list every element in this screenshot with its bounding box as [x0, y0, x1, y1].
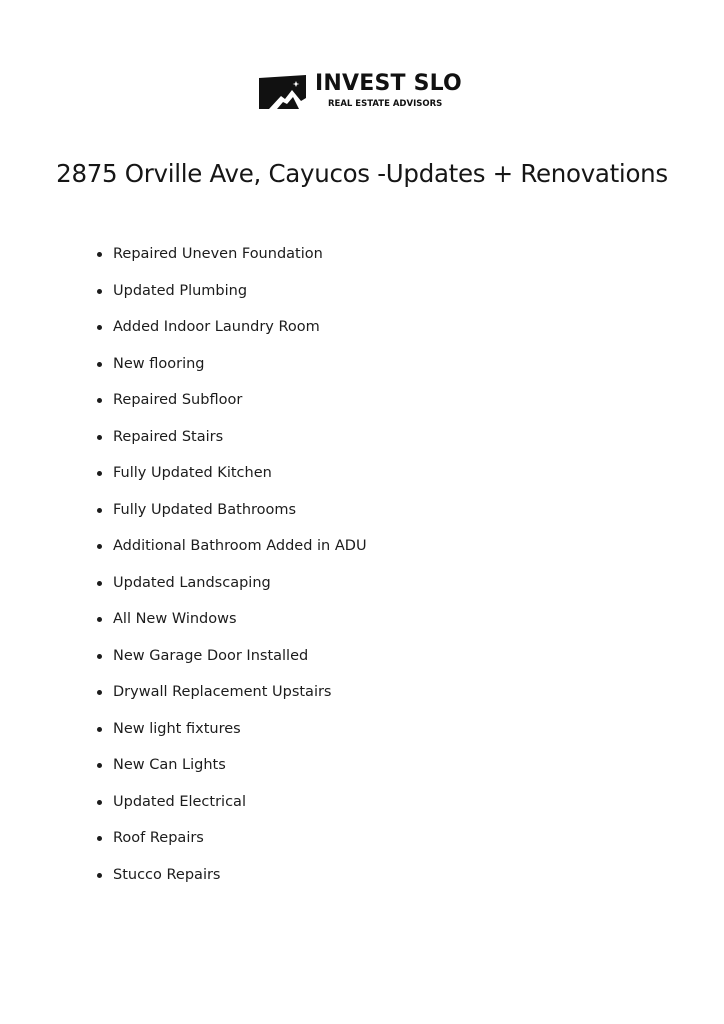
list-item-label: Fully Updated Kitchen [113, 465, 272, 481]
bullet-icon [97, 544, 102, 549]
list-item-label: Updated Landscaping [113, 574, 271, 591]
list-item-label: Fully Updated Bathrooms [113, 501, 297, 518]
list-item [0, 784, 367, 821]
brand-logo [259, 72, 469, 112]
list-item [0, 419, 367, 456]
list-item-label: New Can Lights [113, 757, 226, 773]
list-item-label: All New Windows [113, 611, 237, 627]
list-item-label: Repaired Stairs [113, 428, 224, 445]
list-item [0, 674, 367, 711]
bullet-icon [97, 654, 102, 659]
bullet-icon [97, 800, 102, 805]
bullet-icon [97, 727, 102, 732]
list-item [0, 309, 367, 346]
bullet-icon [97, 581, 102, 586]
list-item [0, 236, 367, 273]
list-item [0, 638, 367, 675]
list-item-label: Roof Repairs [113, 830, 204, 846]
list-item [0, 747, 367, 784]
list-item [0, 346, 367, 383]
list-item-label: Drywall Replacement Upstairs [113, 684, 332, 700]
list-item-label: Added Indoor Laundry Room [113, 319, 320, 335]
list-item [0, 492, 367, 529]
bullet-icon [97, 508, 102, 513]
list-item-label: New flooring [113, 355, 205, 372]
bullet-icon [97, 471, 102, 476]
bullet-icon [97, 617, 102, 622]
bullet-icon [97, 763, 102, 768]
page-title: 2875 Orville Ave, Cayucos -Updates + Renovations [56, 159, 668, 188]
bullet-icon [97, 362, 102, 367]
list-item-label: Repaired Subfloor [113, 392, 243, 408]
bullet-icon [97, 873, 102, 878]
list-item-label: Updated Plumbing [113, 282, 248, 299]
bullet-icon [97, 252, 102, 257]
list-item-label: Updated Electrical [113, 793, 246, 810]
list-item [0, 455, 367, 492]
list-item [0, 857, 367, 894]
bullet-icon [97, 836, 102, 841]
mountain-star-logo-icon [259, 75, 306, 109]
list-item [0, 565, 367, 602]
list-item-label: Stucco Repairs [113, 866, 221, 883]
logo-subtitle: REAL ESTATE ADVISORS [328, 99, 443, 109]
list-item-label: Additional Bathroom Added in ADU [113, 538, 367, 554]
list-item-label: New light fixtures [113, 720, 241, 737]
bullet-icon [97, 398, 102, 403]
list-item-label: Repaired Uneven Foundation [113, 246, 323, 262]
bullet-icon [97, 289, 102, 294]
list-item [0, 601, 367, 638]
list-item [0, 820, 367, 857]
list-item-label: New Garage Door Installed [113, 647, 309, 664]
list-item [0, 273, 367, 310]
logo-title: INVEST SLO [315, 71, 462, 96]
bullet-icon [97, 325, 102, 330]
list-item [0, 711, 367, 748]
list-item [0, 382, 367, 419]
bullet-icon [97, 435, 102, 440]
bullet-icon [97, 690, 102, 695]
renovations-list [0, 236, 367, 893]
list-item [0, 528, 367, 565]
